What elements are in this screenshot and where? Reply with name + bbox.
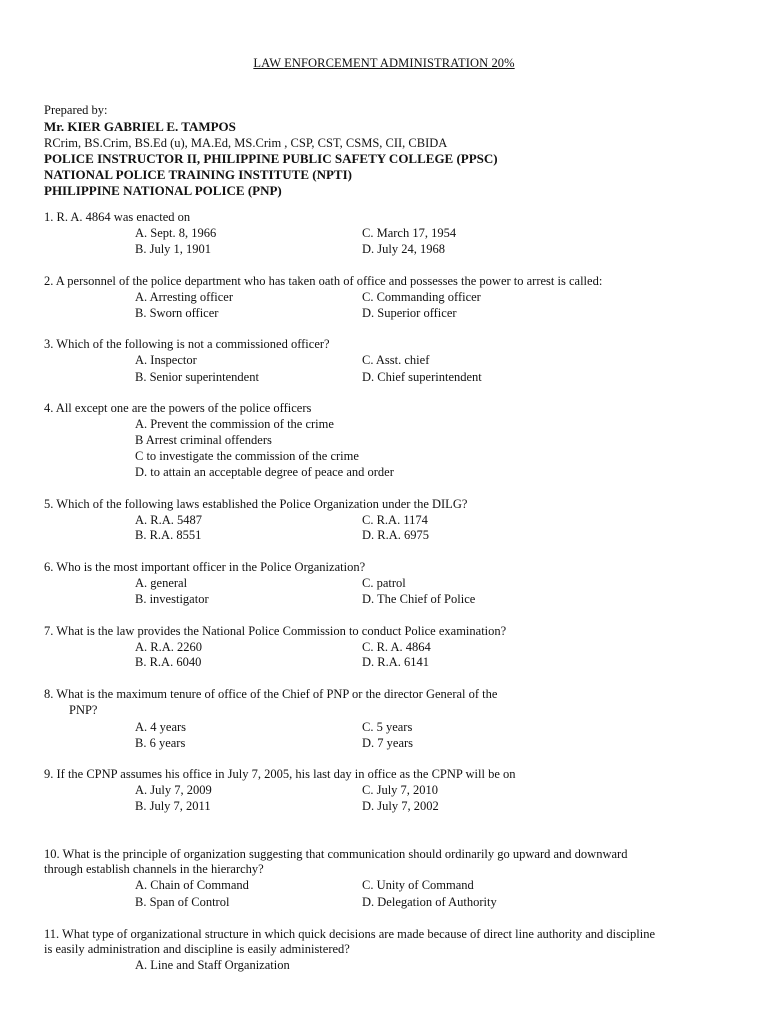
- question-3: 3. Which of the following is not a commissioned officer?: [44, 337, 330, 351]
- question-10-continued: through establish channels in the hierarchy?: [44, 862, 264, 876]
- option-2d: D. Superior officer: [362, 306, 457, 320]
- option-8d: D. 7 years: [362, 736, 414, 750]
- question-9: 9. If the CPNP assumes his office in July 7, 2005, his last day in office as the CPNP will be on: [44, 767, 516, 781]
- affiliation-npti: NATIONAL POLICE TRAINING INSTITUTE (NPTI): [44, 167, 352, 182]
- option-4c: C to investigate the commission of the crime: [135, 449, 359, 463]
- option-6b: B. investigator: [135, 592, 209, 606]
- question-1: 1. R. A. 4864 was enacted on: [44, 210, 191, 224]
- option-1d: D. July 24, 1968: [362, 242, 445, 256]
- option-1a: A. Sept. 8, 1966: [135, 226, 217, 240]
- option-5b: B. R.A. 8551: [135, 528, 202, 542]
- option-4d: D. to attain an acceptable degree of peace and order: [135, 465, 394, 479]
- option-7a: A. R.A. 2260: [135, 640, 203, 654]
- option-5c: C. R.A. 1174: [362, 513, 428, 527]
- option-6a: A. general: [135, 576, 188, 590]
- affiliation-ppsc: POLICE INSTRUCTOR II, PHILIPPINE PUBLIC SAFETY COLLEGE (PPSC): [44, 151, 498, 166]
- question-11: 11. What type of organizational structure in which quick decisions are made because of direct line authority and discipline: [44, 927, 656, 941]
- option-5a: A. R.A. 5487: [135, 513, 203, 527]
- option-1c: C. March 17, 1954: [362, 226, 457, 240]
- option-5d: D. R.A. 6975: [362, 528, 430, 542]
- option-7b: B. R.A. 6040: [135, 655, 202, 669]
- affiliation-pnp: PHILIPPINE NATIONAL POLICE (PNP): [44, 183, 282, 198]
- option-2b: B. Sworn officer: [135, 306, 219, 320]
- prepared-by-label: Prepared by:: [44, 103, 108, 117]
- option-7d: D. R.A. 6141: [362, 655, 430, 669]
- option-3d: D. Chief superintendent: [362, 370, 482, 384]
- option-2c: C. Commanding officer: [362, 290, 481, 304]
- question-2: 2. A personnel of the police department who has taken oath of office and possesses the power to arrest is called:: [44, 274, 603, 288]
- question-8-continued: PNP?: [69, 703, 98, 717]
- option-10d: D. Delegation of Authority: [362, 895, 497, 909]
- option-11a: A. Line and Staff Organization: [135, 958, 290, 972]
- document-title: LAW ENFORCEMENT ADMINISTRATION 20%: [253, 56, 515, 70]
- option-9d: D. July 7, 2002: [362, 799, 439, 813]
- option-10a: A. Chain of Command: [135, 878, 249, 892]
- question-4: 4. All except one are the powers of the police officers: [44, 401, 312, 415]
- option-10b: B. Span of Control: [135, 895, 230, 909]
- option-7c: C. R. A. 4864: [362, 640, 431, 654]
- option-3b: B. Senior superintendent: [135, 370, 259, 384]
- option-8b: B. 6 years: [135, 736, 186, 750]
- option-2a: A. Arresting officer: [135, 290, 234, 304]
- option-9b: B. July 7, 2011: [135, 799, 211, 813]
- option-8c: C. 5 years: [362, 720, 413, 734]
- question-10: 10. What is the principle of organization suggesting that communication should ordinarily go upward and downward: [44, 847, 628, 861]
- option-3a: A. Inspector: [135, 353, 197, 367]
- option-10c: C. Unity of Command: [362, 878, 474, 892]
- option-4b: B Arrest criminal offenders: [135, 433, 272, 447]
- option-3c: C. Asst. chief: [362, 353, 430, 367]
- option-1b: B. July 1, 1901: [135, 242, 212, 256]
- option-4a: A. Prevent the commission of the crime: [135, 417, 334, 431]
- question-7: 7. What is the law provides the National Police Commission to conduct Police examination?: [44, 624, 507, 638]
- question-11-continued: is easily administration and discipline is easily administered?: [44, 942, 350, 956]
- author-name: Mr. KIER GABRIEL E. TAMPOS: [44, 119, 236, 134]
- option-6c: C. patrol: [362, 576, 406, 590]
- question-8: 8. What is the maximum tenure of office of the Chief of PNP or the director General of the: [44, 687, 498, 701]
- question-6: 6. Who is the most important officer in the Police Organization?: [44, 560, 366, 574]
- option-9a: A. July 7, 2009: [135, 783, 212, 797]
- question-5: 5. Which of the following laws established the Police Organization under the DILG?: [44, 497, 468, 511]
- author-credentials: RCrim, BS.Crim, BS.Ed (u), MA.Ed, MS.Crim , CSP, CST, CSMS, CII, CBIDA: [44, 136, 448, 150]
- option-6d: D. The Chief of Police: [362, 592, 476, 606]
- option-9c: C. July 7, 2010: [362, 783, 439, 797]
- option-8a: A. 4 years: [135, 720, 187, 734]
